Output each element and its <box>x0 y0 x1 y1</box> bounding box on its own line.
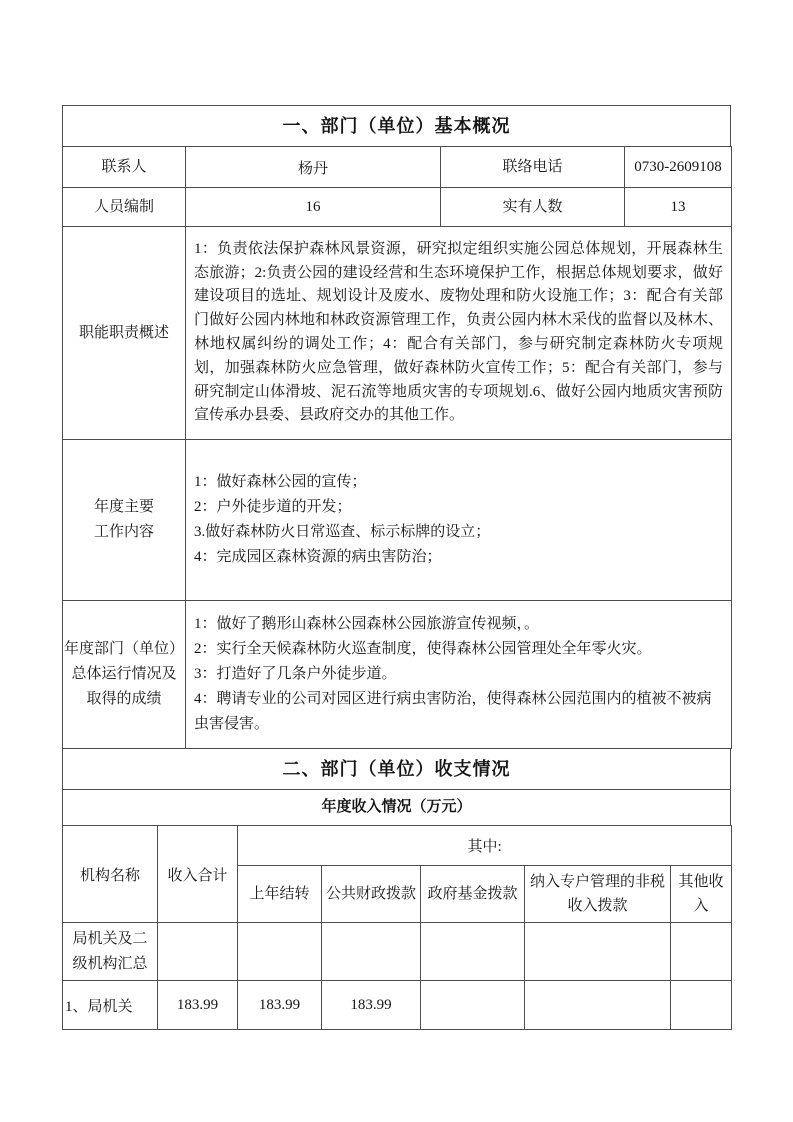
work-item: 1：做好森林公园的宣传； <box>194 474 367 490</box>
contact-label: 联系人 <box>63 147 186 188</box>
gov-fund-cell <box>421 923 525 981</box>
annual-work-row <box>63 440 732 601</box>
income-table <box>62 825 732 1030</box>
performance-items <box>186 601 732 749</box>
carryover-cell <box>238 923 322 981</box>
other-income-cell <box>671 923 732 981</box>
work-item: 2：户外徒步道的开发； <box>194 499 352 515</box>
performance-item: 1：做好了鹅形山森林公园森林公园旅游宣传视频，。 <box>194 616 540 632</box>
section2-title: 二、部门（单位）收支情况 <box>62 748 731 790</box>
carryover-cell: 183.99 <box>238 981 322 1030</box>
phone-label: 联络电话 <box>441 147 625 188</box>
total-column-header: 收入合计 <box>158 826 238 923</box>
phone-value: 0730-2609108 <box>625 147 732 188</box>
staffing-row <box>63 188 732 227</box>
performance-label-line: 总体运行情况及 <box>71 666 177 682</box>
performance-item: 2：实行全天候森林防火巡查制度，使得森林公园管理处全年零火灾。 <box>194 641 652 657</box>
other-income-column-header: 其他收入 <box>671 866 732 923</box>
total-cell: 183.99 <box>158 981 238 1030</box>
org-cell: 局机关及二级机构汇总 <box>63 923 158 981</box>
basic-info-table <box>62 146 732 749</box>
income-subtitle: 年度收入情况（万元） <box>62 789 731 826</box>
carryover-column-header: 上年结转 <box>238 866 322 923</box>
performance-item: 4：聘请专业的公司对园区进行病虫害防治，使得森林公园范围内的植被不被病虫害侵害。 <box>194 691 712 732</box>
income-header-row-1 <box>63 826 732 866</box>
annual-work-label-line: 年度主要 <box>93 499 154 515</box>
public-finance-column-header: 公共财政拨款 <box>322 866 421 923</box>
section1-title: 一、部门（单位）基本概况 <box>62 105 731 147</box>
staffing-label: 人员编制 <box>63 188 186 227</box>
work-item: 3.做好森林防火日常巡查、标示标牌的设立； <box>194 524 491 540</box>
duties-text: 1：负责依法保护森林风景资源，研究拟定组织实施公园总体规划，开展森林生态旅游；2:负责公园的建设经营和生态环境保护工作，根据总体规划要求，做好建设项目的选址、规划设计及废水、废物处理和防火设施工作；3：配合有关部门做好公园内林地和林政资源管理工作，负责公园内林木采伐的监督以及林木、林地权属纠纷的调处工作；4：配合有关部门，参与研究制定森林防火专项规划，加强森林防火应急管理，做好森林防火宣传工作；5：配合有关部门，参与研究制定山体滑坡、泥石流等地质灾害的专项规划.6、做好公园内地质灾害预防宣传承办县委、县政府交办的其他工作。 <box>186 227 732 440</box>
gov-fund-column-header: 政府基金拨款 <box>421 866 525 923</box>
duties-row <box>63 227 732 440</box>
annual-work-items <box>186 440 732 601</box>
performance-label-line: 取得的成绩 <box>86 691 162 707</box>
staffing-authorized-value: 16 <box>186 188 441 227</box>
gov-fund-cell <box>421 981 525 1030</box>
special-account-cell <box>525 981 671 1030</box>
other-income-cell <box>671 981 732 1030</box>
performance-row <box>63 601 732 749</box>
contact-row <box>63 147 732 188</box>
special-account-column-header: 纳入专户管理的非税收入拨款 <box>525 866 671 923</box>
income-row-summary <box>63 923 732 981</box>
among-which-header: 其中: <box>238 826 732 866</box>
annual-work-label-line: 工作内容 <box>93 524 154 540</box>
performance-label <box>63 601 186 749</box>
work-item: 4：完成园区森林资源的病虫害防治； <box>194 549 442 565</box>
duties-label: 职能职责概述 <box>63 227 186 440</box>
actual-staff-value: 13 <box>625 188 732 227</box>
org-column-header: 机构名称 <box>63 826 158 923</box>
public-finance-cell <box>322 923 421 981</box>
total-cell <box>158 923 238 981</box>
org-cell: 1、局机关 <box>63 981 158 1030</box>
performance-item: 3：打造好了几条户外徒步道。 <box>194 666 397 682</box>
special-account-cell <box>525 923 671 981</box>
disclosure-table <box>62 105 731 1030</box>
actual-staff-label: 实有人数 <box>441 188 625 227</box>
public-finance-cell: 183.99 <box>322 981 421 1030</box>
contact-name: 杨丹 <box>186 147 441 188</box>
annual-work-label <box>63 440 186 601</box>
performance-label-line: 年度部门（单位） <box>63 641 184 657</box>
income-row-bureau <box>63 981 732 1030</box>
